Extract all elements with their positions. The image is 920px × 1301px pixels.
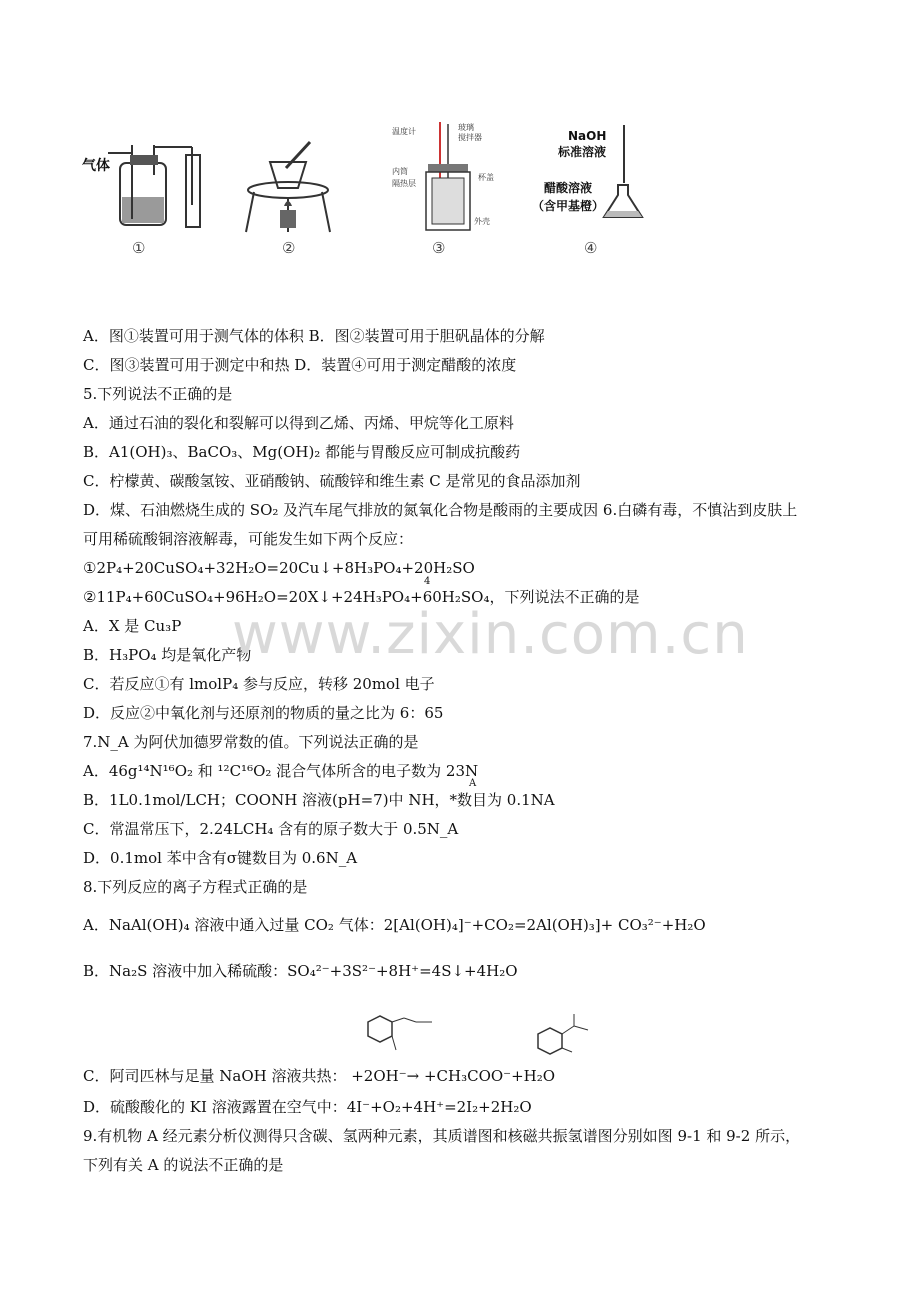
q8-option-b: B．Na₂S 溶液中加入稀硫酸：SO₄²⁻+3S²⁻+8H⁺=4S↓+4H₂O [83, 962, 518, 980]
q9-stem-1: 9.有机物 A 经元素分析仪测得只含碳、氢两种元素，其质谱图和核磁共振氢谱图分别如图 9-1 和 9-2 所示， [83, 1127, 801, 1145]
flask-drawing [528, 125, 658, 225]
standard-solution-label: 标准溶液 [558, 145, 607, 159]
glass-label: 玻璃 [458, 123, 474, 132]
q7-option-a: A．46g¹⁴N¹⁶O₂ 和 ¹²C¹⁶O₂ 混合气体所含的电子数为 23N [83, 762, 479, 780]
acetic-acid-label: 醋酸溶液 [544, 181, 593, 195]
stirrer-label: 搅拌器 [458, 133, 482, 142]
crucible-drawing [240, 140, 340, 235]
q5-option-b: B．A1(OH)₃、BaCO₃、Mg(OH)₂ 都能与胃酸反应可制成抗酸药 [83, 443, 521, 461]
q5-option-a: A．通过石油的裂化和裂解可以得到乙烯、丙烯、甲烷等化工原料 [83, 414, 514, 432]
inner-cylinder-label: 内筒 [392, 167, 408, 176]
outer-shell-label: 外壳 [474, 217, 490, 226]
q5-option-c: C．柠檬黄、碳酸氢铵、亚硝酸钠、硫酸锌和维生素 C 是常见的食品添加剂 [83, 472, 581, 490]
thermometer-label: 温度计 [392, 127, 416, 136]
q8-option-d: D．硫酸酸化的 KI 溶液露置在空气中：4I⁻+O₂+4H⁺=2I₂+2H₂O [83, 1098, 532, 1116]
methyl-orange-label: （含甲基橙） [532, 199, 605, 213]
q8-option-a: A．NaAl(OH)₄ 溶液中通入过量 CO₂ 气体：2[Al(OH)₄]⁻+CO₂=2Al(OH)₃]+ CO₃²⁻+H₂O [83, 916, 706, 934]
q6-option-d: D．反应②中氧化剂与还原剂的物质的量之比为 6：65 [83, 704, 444, 722]
stray-subscript-4: 4 [424, 576, 431, 587]
gas-label: 气体 [82, 158, 110, 174]
q6-option-a: A．X 是 Cu₃P [83, 617, 182, 635]
q7-option-b: B．1L0.1mol/LCH；COONH 溶液(pH=7)中 NH，*数目为 0.1NA [83, 791, 555, 809]
gas-bottle-drawing [80, 135, 210, 235]
naoh-label: NaOH [568, 129, 607, 143]
aspirin-structure [352, 1012, 442, 1062]
q6-reaction-2: ②11P₄+60CuSO₄+96H₂O=20X↓+24H₃PO₄+60H₂SO₄，下列说法不正确的是 [83, 588, 640, 606]
q6-stem: 可用稀硫酸铜溶液解毒，可能发生如下两个反应： [83, 530, 414, 548]
q5-stem: 5.下列说法不正确的是 [83, 385, 233, 403]
figure-3-label: ③ [432, 239, 446, 257]
figure-4 [528, 125, 658, 260]
figure-1 [80, 135, 210, 255]
q9-stem-2: 下列有关 A 的说法不正确的是 [83, 1156, 284, 1174]
q7-option-d: D．0.1mol 苯中含有σ键数目为 0.6N_A [83, 849, 358, 867]
q6-option-c: C．若反应①有 lmolP₄ 参与反应，转移 20mol 电子 [83, 675, 435, 693]
q7-option-c: C．常温常压下，2.24LCH₄ 含有的原子数大于 0.5N_A [83, 820, 459, 838]
q8-option-c: C．阿司匹林与足量 NaOH 溶液共热： +2OH⁻→ +CH₃COO⁻+H₂O [83, 1067, 556, 1085]
q5-option-d: D．煤、石油燃烧生成的 SO₂ 及汽车尾气排放的氮氧化合物是酸雨的主要成因 6.白磷有毒，不慎沾到皮肤上 [83, 501, 798, 519]
salicylate-structure [528, 1012, 618, 1062]
insulation-label: 隔热层 [392, 179, 416, 188]
figure-2 [240, 140, 340, 260]
q8-stem: 8.下列反应的离子方程式正确的是 [83, 878, 308, 896]
q4-options-cd: C．图③装置可用于测定中和热 D．装置④可用于测定醋酸的浓度 [83, 356, 517, 374]
q4-options-ab: A．图①装置可用于测气体的体积 B．图②装置可用于胆矾晶体的分解 [83, 327, 545, 345]
lid-label: 杯盖 [478, 173, 494, 182]
q7-stem: 7.N_A 为阿伏加德罗常数的值。下列说法正确的是 [83, 733, 419, 751]
figure-3 [390, 120, 510, 260]
figure-2-label: ② [282, 239, 296, 257]
calorimeter-drawing [390, 120, 510, 238]
watermark: www.zixin.com.cn [232, 602, 749, 667]
q6-reaction-1: ①2P₄+20CuSO₄+32H₂O=20Cu↓+8H₃PO₄+20H₂SO [83, 559, 475, 577]
stray-subscript-a: A [469, 778, 477, 789]
q6-option-b: B．H₃PO₄ 均是氧化产物 [83, 646, 252, 664]
figure-1-label: ① [132, 239, 146, 257]
figure-4-label: ④ [584, 239, 598, 257]
